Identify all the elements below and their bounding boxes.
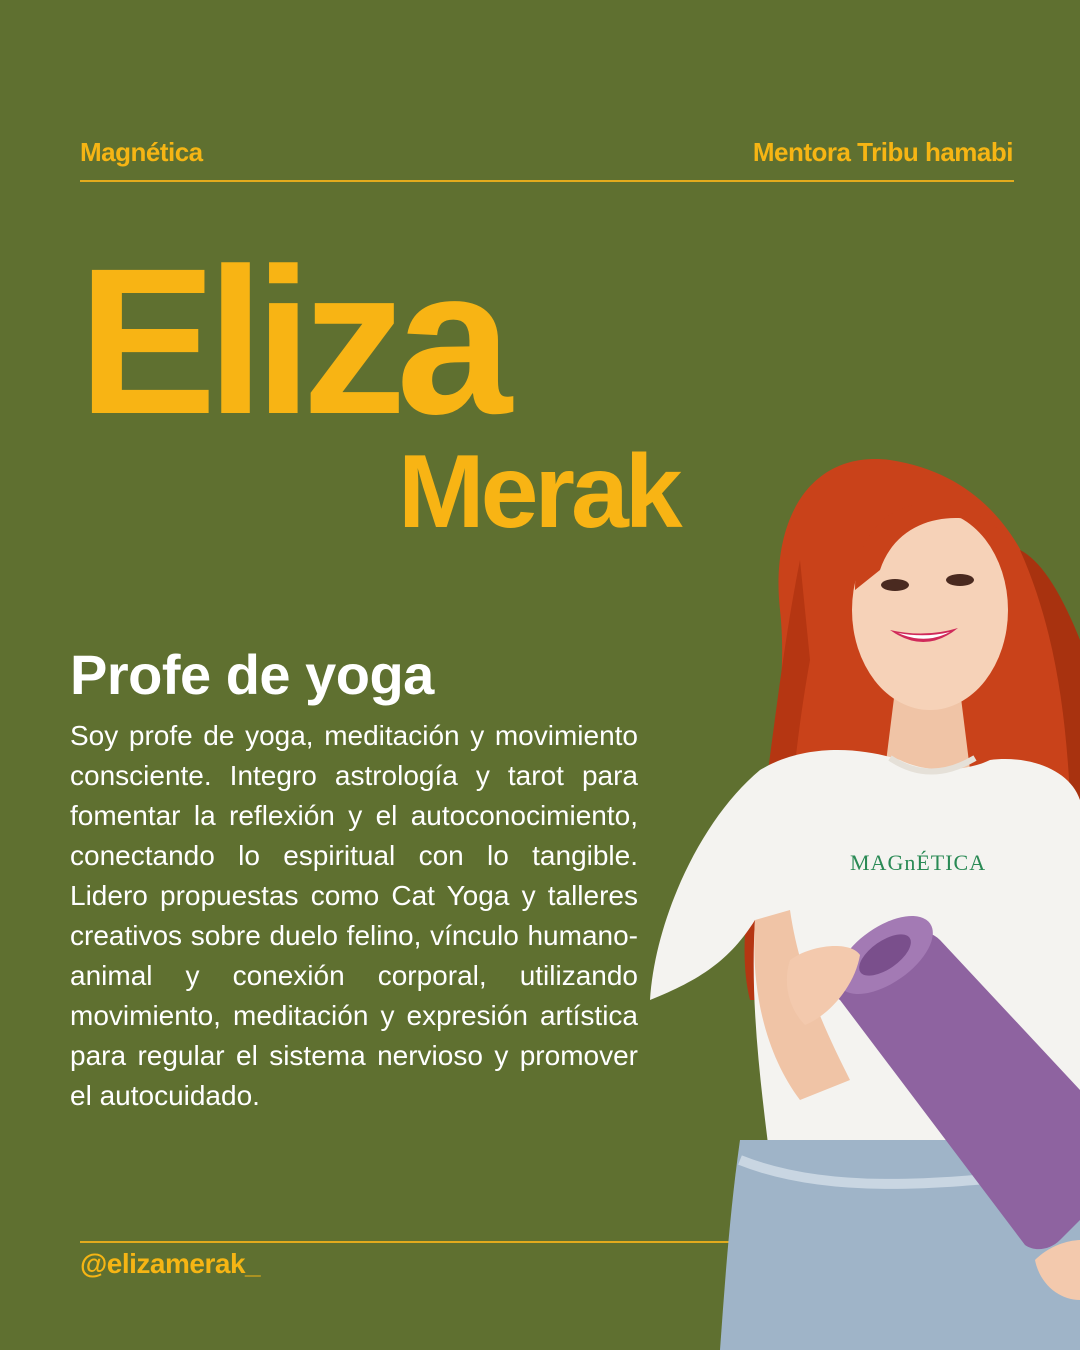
first-name-heading: Eliza — [78, 226, 502, 458]
bio-paragraph: Soy profe de yoga, meditación y movimiento consciente. Integro astrología y tarot para fomentar la reflexión y el autoconocimiento, conectando lo espiritual con lo tangible. Lidero propuestas como Cat Yoga y talleres creativos sobre duelo felino, vínculo humano-animal y conexión corporal, utilizando movimiento, meditación y expresión artística para regular el sistema nervioso y promover el autocuidado. — [70, 720, 638, 1111]
brand-label: Magnética — [80, 137, 203, 167]
top-divider — [80, 180, 1014, 182]
social-handle-link[interactable]: @elizamerak_ — [80, 1248, 261, 1279]
shirt-logo-text: MAGnÉTICA — [850, 850, 987, 875]
role-title: Profe de yoga — [70, 643, 434, 706]
last-name-heading: Merak — [398, 434, 679, 550]
portrait-photo — [640, 440, 1080, 1350]
mentor-label: Mentora Tribu hamabi — [752, 137, 1013, 167]
